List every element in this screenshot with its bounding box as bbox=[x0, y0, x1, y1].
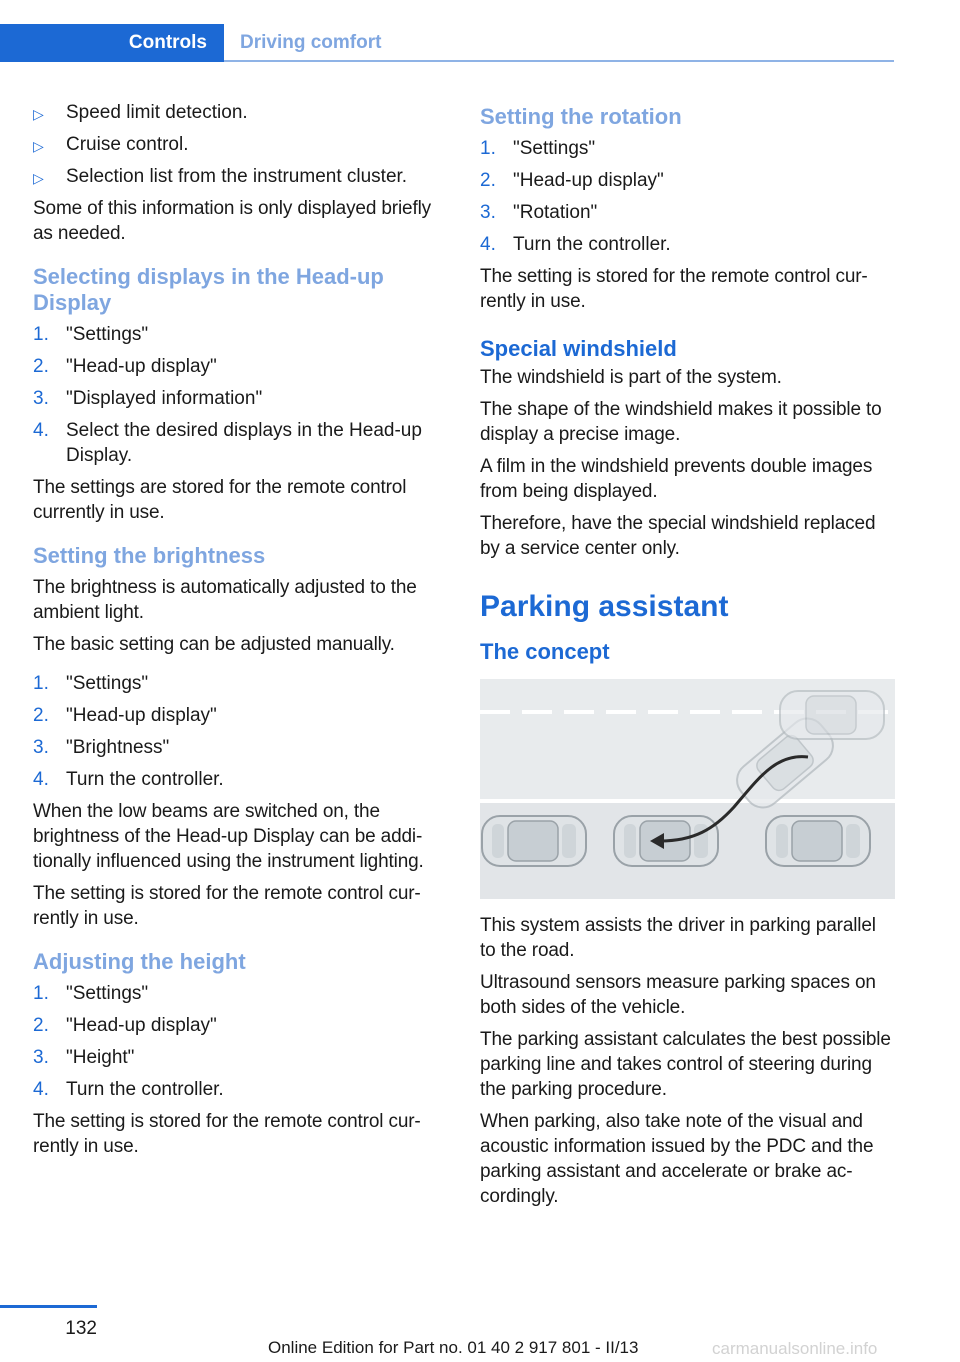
parking-illustration bbox=[480, 679, 895, 899]
list-item: 1. "Settings" bbox=[33, 673, 149, 694]
paragraph: Some of this information is only displayed briefly as needed. bbox=[33, 198, 432, 244]
heading-special-windshield: Special windshield bbox=[480, 336, 677, 361]
header-rule bbox=[224, 60, 894, 62]
running-header bbox=[0, 24, 894, 62]
parked-car-right-icon bbox=[766, 816, 870, 866]
heading-the-concept: The concept bbox=[480, 639, 610, 664]
list-item: 1. "Settings" bbox=[33, 983, 149, 1004]
list-item: 4. Turn the controller. bbox=[480, 234, 671, 255]
right-column bbox=[480, 100, 896, 1216]
paragraph: The basic setting can be adjusted manually. bbox=[33, 634, 395, 655]
heading-rotation: Setting the rotation bbox=[480, 104, 682, 129]
paragraph: A film in the windshield prevents double images from being displayed. bbox=[480, 456, 873, 502]
paragraph: The settings are stored for the remote control currently in use. bbox=[33, 477, 407, 523]
select-steps-list bbox=[33, 322, 449, 468]
page-number: 132 bbox=[65, 1318, 97, 1339]
left-column bbox=[33, 100, 449, 1166]
heading-brightness: Setting the brightness bbox=[33, 543, 266, 568]
paragraph: The windshield is part of the system. bbox=[480, 367, 782, 388]
list-item: 2. "Head-up display" bbox=[33, 1015, 217, 1036]
list-item: 2. "Head-up display" bbox=[480, 170, 664, 191]
paragraph: Ultrasound sensors measure parking spaces on both sides of the vehicle. bbox=[480, 972, 876, 1018]
list-item: 2. "Head-up display" bbox=[33, 705, 217, 726]
triangle-bullet-icon: ▷ bbox=[33, 170, 44, 186]
paragraph: Therefore, have the special windshield replaced by a service center only. bbox=[480, 513, 876, 559]
parked-car-left-icon bbox=[482, 816, 586, 866]
list-item: 3. "Displayed information" bbox=[33, 388, 263, 409]
list-item: ▷ Selection list from the instrument cluster. bbox=[33, 164, 449, 189]
height-steps-list bbox=[33, 981, 449, 1102]
footer-rule bbox=[0, 1305, 97, 1308]
paragraph: The brightness is automatically adjusted to the ambient light. bbox=[33, 577, 417, 623]
list-item: 4. Turn the controller. bbox=[33, 1079, 224, 1100]
list-item: 1. "Settings" bbox=[33, 324, 149, 345]
paragraph: This system assists the driver in parking parallel to the road. bbox=[480, 915, 876, 961]
paragraph: When the low beams are switched on, the brightness of the Head-up Display can be additionally influenced using the instrument lighting. bbox=[33, 801, 424, 872]
list-item: 4. Select the desired displays in the Head-up Display. bbox=[33, 420, 422, 466]
watermark: carmanualsonline.info bbox=[712, 1339, 878, 1358]
list-item: ▷ Speed limit detection. bbox=[33, 100, 449, 125]
parking-illustration-svg bbox=[480, 679, 895, 899]
paragraph: The setting is stored for the remote control currently in use. bbox=[33, 883, 421, 929]
heading-parking-assistant: Parking assistant bbox=[480, 590, 729, 623]
heading-selecting-displays: Selecting displays in the Head-up Display bbox=[33, 264, 384, 315]
list-item: 3. "Brightness" bbox=[33, 737, 170, 758]
display-items-list bbox=[33, 100, 449, 189]
list-item: 1. "Settings" bbox=[480, 138, 596, 159]
chapter-tab-controls: Controls bbox=[0, 24, 224, 62]
paragraph: The setting is stored for the remote control currently in use. bbox=[33, 1111, 421, 1157]
list-item: ▷ Cruise control. bbox=[33, 132, 449, 157]
paragraph: The parking assistant calculates the best possible parking line and takes control of steering during the parking procedure. bbox=[480, 1029, 891, 1100]
paragraph: The setting is stored for the remote control currently in use. bbox=[480, 266, 868, 312]
list-item: 4. Turn the controller. bbox=[33, 769, 224, 790]
brightness-steps-list bbox=[33, 671, 449, 792]
section-tab-driving-comfort: Driving comfort bbox=[240, 32, 382, 53]
edition-text: Online Edition for Part no. 01 40 2 917 801 - II/13 bbox=[268, 1338, 639, 1357]
list-item: 3. "Rotation" bbox=[480, 202, 598, 223]
heading-height: Adjusting the height bbox=[33, 949, 246, 974]
triangle-bullet-icon: ▷ bbox=[33, 138, 44, 154]
list-item: 3. "Height" bbox=[33, 1047, 135, 1068]
ghost-car-top-icon bbox=[780, 691, 884, 739]
triangle-bullet-icon: ▷ bbox=[33, 106, 44, 122]
paragraph: When parking, also take note of the visual and acoustic information issued by the PDC and the parking assistant and accelerate or brake accordingly. bbox=[480, 1111, 874, 1207]
paragraph: The shape of the windshield makes it possible to display a precise image. bbox=[480, 399, 882, 445]
list-item: 2. "Head-up display" bbox=[33, 356, 217, 377]
rotation-steps-list bbox=[480, 136, 896, 257]
